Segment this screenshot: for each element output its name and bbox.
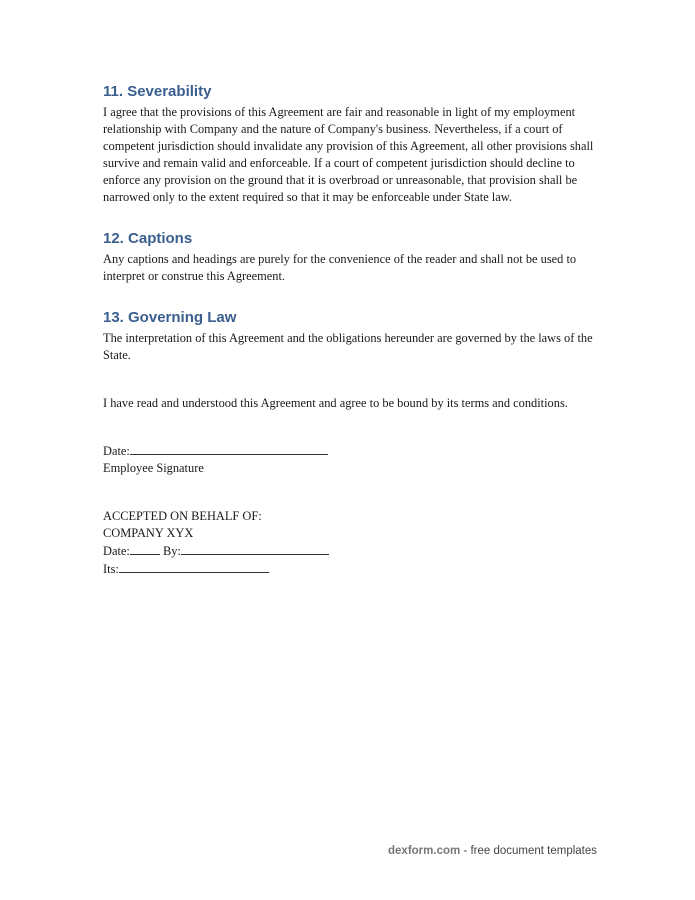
- its-blank[interactable]: [119, 560, 269, 573]
- section-body: The interpretation of this Agreement and the obligations hereunder are governed by the laws of the State.: [103, 331, 593, 362]
- company-date-by-line: [103, 542, 603, 560]
- date-label: Date:: [103, 544, 130, 558]
- company-name: COMPANY XYX: [103, 526, 194, 540]
- its-line: [103, 560, 603, 578]
- section-severability: [103, 82, 603, 206]
- employee-signature-label: Employee Signature: [103, 461, 204, 475]
- section-heading: 13. Governing Law: [103, 309, 237, 326]
- acknowledgment-text: I have read and understood this Agreement and agree to be bound by its terms and conditions.: [103, 396, 568, 410]
- employee-signature-block: [103, 442, 603, 477]
- section-captions: [103, 229, 603, 285]
- document-page: [103, 82, 603, 578]
- footer-tagline: - free document templates: [460, 845, 598, 857]
- section-body: I agree that the provisions of this Agreement are fair and reasonable in light of my employment relationship with Company and the nature of Company's business. Nevertheless, if a court of competent jurisdiction should invalidate any provision of this Agreement, all other provisions shall survive and remain valid and enforceable. If a court of competent jurisdiction should decline to enforce any provision on the ground that it is overbroad or unreasonable, that provision shall be narrowed only to the extent required so that it may be enforceable under State law.: [103, 105, 594, 204]
- employee-date-line: [103, 442, 603, 460]
- section-body: Any captions and headings are purely for the convenience of the reader and shall not be used to interpret or construe this Agreement.: [103, 252, 577, 283]
- by-label: By:: [162, 544, 181, 558]
- date-blank[interactable]: [130, 542, 160, 555]
- company-acceptance-block: [103, 508, 603, 578]
- by-blank[interactable]: [181, 542, 329, 555]
- footer: [388, 845, 597, 857]
- section-governing-law: [103, 308, 603, 364]
- accepted-on-behalf-label: ACCEPTED ON BEHALF OF:: [103, 509, 262, 523]
- section-heading: 12. Captions: [103, 230, 193, 247]
- section-heading: 11. Severability: [103, 83, 212, 100]
- its-label: Its:: [103, 562, 119, 576]
- date-label: Date:: [103, 444, 130, 458]
- footer-brand-link[interactable]: dexform.com: [388, 845, 461, 857]
- date-blank[interactable]: [130, 442, 328, 455]
